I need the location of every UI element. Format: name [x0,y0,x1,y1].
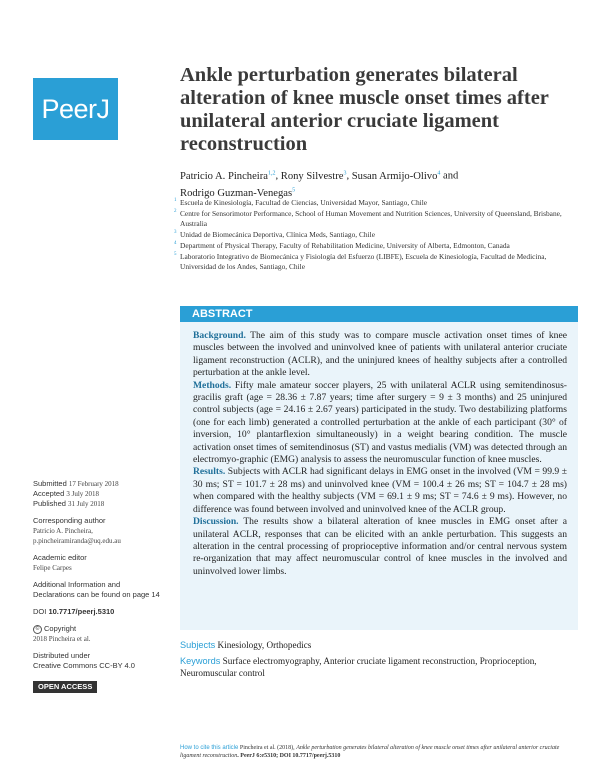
corresponding-author-label: Corresponding author [33,516,106,525]
peerj-logo [33,78,118,140]
accepted-date: Accepted 3 July 2018 [33,489,100,498]
corresponding-author-name: Patricio A. Pincheira, [33,527,93,535]
author-1[interactable]: Rony Silvestre$^3$ [280,170,347,182]
subjects-text: Kinesiology, Orthopedics [217,640,312,650]
how-to-cite-journal: . PeerJ 6:e5310; DOI 10.7717/peerj.5310 [237,753,341,759]
affiliation: 5 Laboratorio Integrativo de Biomecánica y Fisiología del Esfuerzo (LIBFE), Escuela de Kinesiología, Facultad de Medicina, Universidad de los Andes, Santiago, Chile [174,252,547,271]
submitted-date: Submitted 17 February 2018 [33,479,119,488]
article-title: Ankle perturbation generates bilateral alteration of knee muscle onset times after unilateral anterior cruciate ligament reconstruction [180,64,549,155]
affiliation: 2 Centre for Sensorimotor Performance, School of Human Movement and Nutrition Sciences, University of Queensland, Brisbane, Australia [174,209,562,228]
license-line-1: Distributed under [33,651,91,660]
subjects-label: Subjects [180,640,216,650]
abstract-background: Background. The aim of this study was to compare muscle activation onset times of knee muscles between the involved and uninvolved knee of patients with unilateral anterior cruciate ligament reconstruction (ACLR), and the uninjured knees of healthy subjects after a controlled perturbation at the ankle level. [193,330,567,379]
copyright-icon: © [33,625,42,634]
article-metadata-sidebar [33,479,163,693]
author-list: Patricio A. Pincheira$^{1,2}$, Rony Silvestre$^3$, Susan Armijo-Olivo$^4$ and Rodrigo Guzman-Venegas$^5$ [180,170,459,200]
keywords-text: Surface electromyography, Anterior cruciate ligament reconstruction, Proprioception, Neuromuscular control [180,656,537,678]
how-to-cite-title: Ankle perturbation generates bilateral alteration of knee muscle onset times after unilateral anterior cruciate ligament reconstruction [180,745,560,759]
doi[interactable]: DOI 10.7717/peerj.5310 [33,607,115,616]
copyright-text: 2018 Pincheira et al. [33,635,91,643]
subjects-row [180,639,578,651]
academic-editor-name: Felipe Carpes [33,564,72,572]
license-line-2[interactable]: Creative Commons CC-BY 4.0 [33,661,135,670]
affiliation-list [174,198,580,272]
affiliation: 4 Department of Physical Therapy, Faculty of Rehabilitation Medicine, University of Alberta, Edmonton, Canada [174,241,510,250]
subjects-keywords [180,639,578,679]
published-date: Published 31 July 2018 [33,499,105,508]
abstract-heading: ABSTRACT [180,306,578,322]
copyright-label: © Copyright [33,624,163,634]
author-0[interactable]: Patricio A. Pincheira$^{1,2}$ [180,170,276,182]
author-2[interactable]: Susan Armijo-Olivo$^4$ [351,170,441,182]
how-to-cite-label: How to cite this article [180,745,239,751]
affiliation: 3 Unidad de Biomecánica Deportiva, Clínica Meds, Santiago, Chile [174,230,375,239]
open-access-badge: OPEN ACCESS [33,681,97,693]
keywords-row [180,655,578,679]
how-to-cite: How to cite this article Pincheira et al. (2018), Ankle perturbation generates bilateral alteration of knee muscle onset times after unilateral anterior cruciate ligament reconstruction. PeerJ 6:e5310; DOI 10.7717/peerj.5310 [180,745,560,759]
author-3[interactable]: Rodrigo Guzman-Venegas$^5$ [180,187,296,200]
abstract-methods: Methods. Fifty male amateur soccer players, 25 with unilateral ACLR using semitendinosus-gracilis graft (age = 28.36 ± 7.87 years; time after surgery = 9 ± 3 months) and 25 uninjured control subjects (age = 24.16 ± 2.67 years) participated in the study. Two destabilizing platforms (one for each limb) generated a controlled perturbation at the ankle of each participant (30° of inversion, 10° plantarflexion simultaneously) in a weight bearing condition. The muscle activation onset times of semitendinosus (ST) and vastus medialis (VM) was detected through an electromyo-graphic (EMG) analysis to assess the neuromuscular function of knee muscles. [193,379,567,466]
corresponding-author-email[interactable]: p.pincheiramiranda@uq.edu.au [33,537,121,545]
abstract-body [180,322,578,630]
affiliation: 1 Escuela de Kinesiología, Facultad de Ciencias, Universidad Mayor, Santiago, Chile [174,198,428,207]
logo-text: PeerJ [41,93,110,124]
keywords-label: Keywords [180,656,221,666]
abstract-discussion: Discussion. The results show a bilateral alteration of knee muscles in EMG onset after a unilateral ACLR, responses that can be elicited with an ankle perturbation. This suggests an alteration in the central processing of proprioceptive information and/or central nervous system re-organization that may affect neuromuscular control of knee muscles in the involved and uninvolved lower limbs. [193,516,567,577]
abstract-results: Results. Subjects with ACLR had significant delays in EMG onset in the involved (VM = 99.9 ± 30 ms; ST = 101.7 ± 28 ms) and uninvolved knee (VM = 100.4 ± 26 ms; ST = 104.7 ± 28 ms) when compared with the healthy subjects (VM = 69.1 ± 9 ms; ST = 74.6 ± 9 ms). However, no difference was found between involved and uninvolved knee of the ACLR group. [193,466,567,515]
additional-info-link[interactable]: Additional Information and Declarations can be found on page 14 [33,580,160,599]
academic-editor-label: Academic editor [33,553,87,562]
